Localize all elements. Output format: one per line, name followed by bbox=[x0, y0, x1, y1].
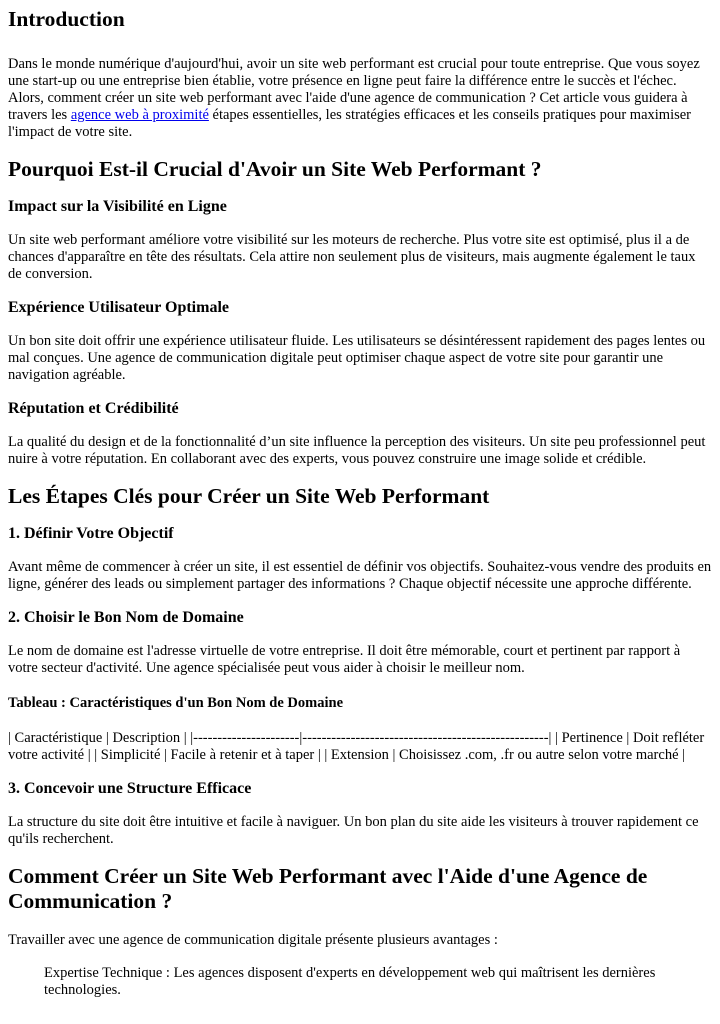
visibility-heading: Impact sur la Visibilité en Ligne bbox=[8, 198, 227, 215]
step2-paragraph: Le nom de domaine est l'adresse virtuelle de votre entreprise. Il doit être mémorable, court et pertinent par rapport à votre secteur d'activité. Une agence spécialisée peut vous aider à choisir le meilleur nom. bbox=[8, 643, 681, 676]
step3-paragraph: La structure du site doit être intuitive et facile à naviguer. Un bon plan du site aide les visiteurs à trouver rapidement ce qu'ils recherchent. bbox=[8, 814, 699, 847]
step2-heading: 2. Choisir le Bon Nom de Domaine bbox=[8, 609, 244, 626]
domain-table-text: | Caractéristique | Description | |----------------------|---------------------------------------------------| | Pertinence | Doit refléter votre activité | | Simplicité | Facile à retenir et à taper | | Extension | Choisissez .com, .fr ou autre selon votre marché | bbox=[8, 730, 705, 763]
step3-heading: 3. Concevoir une Structure Efficace bbox=[8, 780, 252, 797]
step1-heading: 1. Définir Votre Objectif bbox=[8, 525, 174, 542]
domain-table-heading: Tableau : Caractéristiques d'un Bon Nom de Domaine bbox=[8, 695, 344, 711]
reputation-paragraph: La qualité du design et de la fonctionnalité d’un site influence la perception des visiteurs. Un site peu professionnel peut nuire à votre réputation. En collaborant avec des experts, vous pouvez construire une image solide et crédible. bbox=[8, 434, 706, 467]
how-intro-paragraph: Travailler avec une agence de communication digitale présente plusieurs avantages : bbox=[8, 932, 498, 948]
steps-heading: Les Étapes Clés pour Créer un Site Web Performant bbox=[8, 484, 490, 508]
ux-heading: Expérience Utilisateur Optimale bbox=[8, 299, 229, 316]
visibility-paragraph: Un site web performant améliore votre visibilité sur les moteurs de recherche. Plus votre site est optimisé, plus il a de chances d'apparaître en tête des résultats. Cela attire non seulement plus de visiteurs, mais augmente également le taux de conversion. bbox=[8, 232, 696, 282]
why-heading: Pourquoi Est-il Crucial d'Avoir un Site Web Performant ? bbox=[8, 157, 542, 181]
introduction-text-start: Dans le monde numérique d'aujourd'hui, avoir un site web performant est crucial pour toute entreprise. Que vous soyez une start-up ou une entreprise bien établie, votre présence en ligne peut faire la différence entre le succès et l'échec. Alors, comment créer un site web performant avec l'aide d'une agence de communication ? Cet article vous guidera à travers les bbox=[8, 56, 700, 123]
introduction-text-end: étapes essentielles, les stratégies efficaces et les conseils pratiques pour maximiser l'impact de votre site. bbox=[8, 107, 692, 140]
expertise-quote: Expertise Technique : Les agences disposent d'experts en développement web qui maîtrisent les dernières technologies. bbox=[44, 965, 656, 998]
introduction-heading: Introduction bbox=[8, 7, 125, 31]
agency-link[interactable]: agence web à proximité bbox=[70, 107, 209, 123]
how-heading: Comment Créer un Site Web Performant avec l'Aide d'une Agence de Communication ? bbox=[8, 864, 648, 913]
reputation-heading: Réputation et Crédibilité bbox=[8, 400, 179, 417]
ux-paragraph: Un bon site doit offrir une expérience utilisateur fluide. Les utilisateurs se désintéressent rapidement des pages lentes ou mal conçues. Une agence de communication digitale peut optimiser chaque aspect de votre site pour garantir une navigation agréable. bbox=[8, 333, 706, 383]
step1-paragraph: Avant même de commencer à créer un site, il est essentiel de définir vos objectifs. Souhaitez-vous vendre des produits en ligne, générer des leads ou simplement partager des informations ? Chaque objectif nécessite une approche différente. bbox=[8, 559, 712, 592]
introduction-paragraph bbox=[8, 56, 712, 141]
article bbox=[0, 7, 720, 999]
